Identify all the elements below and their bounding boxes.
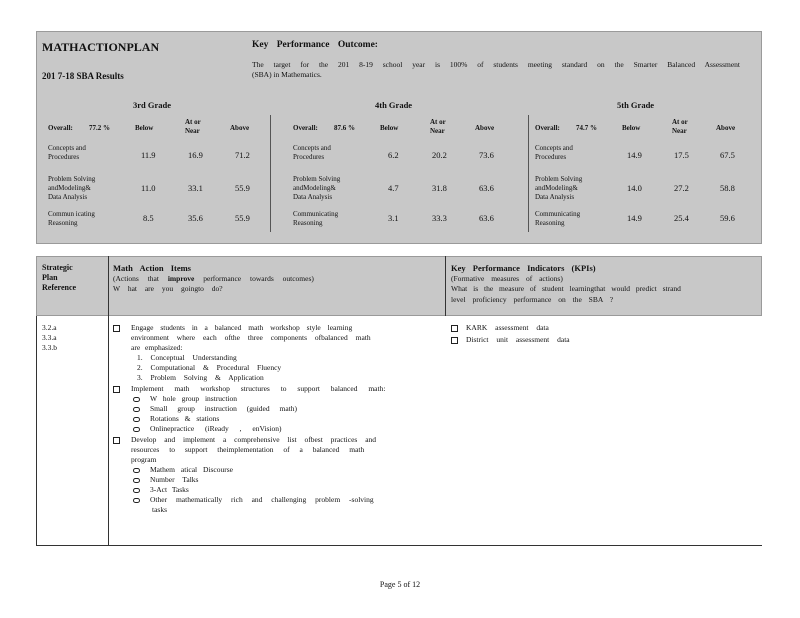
col-at-near: At or	[430, 118, 446, 126]
value-at: 33.3	[432, 213, 447, 223]
row-label: Concepts and	[48, 144, 86, 152]
column-divider	[108, 256, 109, 546]
numbered-item: 3. Problem Solving & Application	[137, 373, 264, 382]
plan-reference: 3.2.a	[42, 323, 57, 332]
sub-item-continued: tasks	[152, 505, 167, 514]
value-above: 73.6	[479, 150, 494, 160]
numbered-item: 2. Computational & Procedural Fluency	[137, 363, 282, 372]
value-above: 58.8	[720, 183, 735, 193]
col-kpi-question: What is the measure of student learningthat would predict strand	[451, 284, 681, 293]
circle-bullet-icon	[133, 498, 140, 503]
row-label: Problem Solving	[48, 175, 96, 183]
plan-reference: 3.3.b	[42, 343, 57, 352]
col-kpi-question: level proficiency performance on the SBA ?	[451, 295, 614, 304]
col-strategic-plan: Strategic	[42, 263, 73, 272]
col-action-items-question: W hat are you goingto do?	[113, 284, 223, 293]
sub-item: Rotations & stations	[133, 414, 219, 423]
action-item	[113, 435, 128, 444]
action-text: program	[131, 455, 157, 464]
sub-item: Onlinepractice (iReady , enVision)	[133, 424, 282, 433]
value-at: 27.2	[674, 183, 689, 193]
col-at-near: Near	[185, 127, 200, 135]
square-bullet-icon	[113, 325, 120, 332]
value-above: 59.6	[720, 213, 735, 223]
circle-bullet-icon	[133, 407, 140, 412]
value-above: 71.2	[235, 150, 250, 160]
grade-title: 3rd Grade	[133, 100, 172, 110]
circle-bullet-icon	[133, 427, 140, 432]
overall-value: 77.2 %	[89, 124, 110, 132]
value-at: 16.9	[188, 150, 203, 160]
subtitle-post: performance towards outcomes)	[203, 274, 314, 283]
value-below: 6.2	[388, 150, 399, 160]
col-action-items-title: Math Action Items	[113, 263, 191, 273]
col-below: Below	[380, 124, 399, 132]
col-kpi-title: Key Performance Indicators (KPIs)	[451, 263, 596, 273]
sub-item: Small group instruction (guided math)	[133, 404, 297, 413]
page-number: Page 5 of 12	[379, 580, 421, 589]
numbered-item: 1. Conceptual Understanding	[137, 353, 237, 362]
col-strategic-plan: Reference	[42, 283, 77, 292]
square-bullet-icon	[451, 337, 458, 344]
sub-item: Other mathematically rich and challenging problem -solving	[133, 495, 374, 504]
overall-value: 74.7 %	[576, 124, 597, 132]
value-below: 3.1	[388, 213, 399, 223]
action-text: Implement math workshop structures to support balanced math:	[131, 384, 386, 393]
row-label: Concepts and	[535, 144, 573, 152]
col-at-near: At or	[185, 118, 201, 126]
row-label: andModeling&	[293, 184, 336, 192]
row-label: Reasoning	[293, 219, 323, 227]
row-label: Communicating	[293, 210, 339, 218]
row-label: Procedures	[48, 153, 80, 161]
row-label: Data Analysis	[535, 193, 575, 201]
value-below: 14.9	[627, 150, 642, 160]
row-label: andModeling&	[48, 184, 91, 192]
sub-item: Mathem atical Discourse	[133, 465, 233, 474]
kpi-item: KARK assessment data	[451, 323, 549, 332]
value-above: 63.6	[479, 213, 494, 223]
action-item	[113, 323, 128, 332]
overall-label: Overall:	[535, 124, 560, 132]
action-text: Engage students in a balanced math workshop style learning	[131, 323, 353, 332]
target-text-1: The target for the 201 8-19 school year is 100% of students meeting standard on the Smarter Balanced Assessment	[252, 60, 740, 69]
value-below: 11.0	[141, 183, 156, 193]
circle-bullet-icon	[133, 397, 140, 402]
circle-bullet-icon	[133, 417, 140, 422]
overall-label: Overall:	[293, 124, 318, 132]
row-label: Concepts and	[293, 144, 331, 152]
circle-bullet-icon	[133, 468, 140, 473]
kpo-label: Key Performance Outcome:	[252, 40, 378, 50]
row-label: Procedures	[293, 153, 325, 161]
subtitle-pre: (Actions that	[113, 274, 159, 283]
action-item	[113, 384, 128, 393]
value-below: 14.0	[627, 183, 642, 193]
col-above: Above	[230, 124, 250, 132]
row-label: Problem Solving	[535, 175, 583, 183]
row-label: andModeling&	[535, 184, 578, 192]
value-above: 55.9	[235, 183, 250, 193]
value-below: 4.7	[388, 183, 399, 193]
grade-divider	[528, 115, 529, 232]
row-label: Commun icating	[48, 210, 95, 218]
grade-divider	[270, 115, 271, 232]
row-label: Data Analysis	[293, 193, 333, 201]
value-below: 8.5	[143, 213, 154, 223]
col-above: Above	[716, 124, 736, 132]
col-at-near: Near	[672, 127, 687, 135]
action-text: are emphasized:	[131, 343, 183, 352]
row-label: Communicating	[535, 210, 581, 218]
action-text: resources to support theimplementation of a balanced math	[131, 445, 365, 454]
value-at: 33.1	[188, 183, 203, 193]
row-label: Reasoning	[48, 219, 78, 227]
square-bullet-icon	[113, 386, 120, 393]
value-at: 31.8	[432, 183, 447, 193]
plan-title: MATHACTIONPLAN	[42, 40, 160, 54]
kpi-item: District unit assessment data	[451, 335, 570, 344]
overall-value: 87.6 %	[334, 124, 355, 132]
row-label: Problem Solving	[293, 175, 341, 183]
col-at-near: At or	[672, 118, 688, 126]
col-at-near: Near	[430, 127, 445, 135]
square-bullet-icon	[113, 437, 120, 444]
value-at: 35.6	[188, 213, 203, 223]
col-above: Above	[475, 124, 495, 132]
action-text: environment where each ofthe three components ofbalanced math	[131, 333, 371, 342]
sub-item: W hole group instruction	[133, 394, 237, 403]
value-above: 63.6	[479, 183, 494, 193]
value-at: 17.5	[674, 150, 689, 160]
value-at: 20.2	[432, 150, 447, 160]
action-text: Develop and implement a comprehensive list ofbest practices and	[131, 435, 377, 444]
col-below: Below	[135, 124, 154, 132]
value-above: 55.9	[235, 213, 250, 223]
circle-bullet-icon	[133, 478, 140, 483]
row-label: Procedures	[535, 153, 567, 161]
col-kpi-subtitle: (Formative measures of actions)	[451, 274, 563, 283]
col-below: Below	[622, 124, 641, 132]
sub-item: 3-Act Tasks	[133, 485, 189, 494]
value-below: 11.9	[141, 150, 156, 160]
row-label: Data Analysis	[48, 193, 88, 201]
square-bullet-icon	[451, 325, 458, 332]
grade-title: 4th Grade	[375, 100, 413, 110]
row-label: Reasoning	[535, 219, 565, 227]
sub-item: Number Talks	[133, 475, 198, 484]
plan-reference: 3.3.a	[42, 333, 57, 342]
value-above: 67.5	[720, 150, 735, 160]
overall-label: Overall:	[48, 124, 73, 132]
col-strategic-plan: Plan	[42, 273, 58, 282]
sba-results-heading: 201 7-18 SBA Results	[42, 71, 124, 81]
col-action-items-subtitle	[113, 274, 314, 283]
target-text-2: (SBA) in Mathematics.	[252, 70, 322, 79]
value-below: 14.9	[627, 213, 642, 223]
subtitle-bold: improve	[167, 274, 195, 283]
column-divider	[445, 256, 446, 316]
circle-bullet-icon	[133, 488, 140, 493]
value-at: 25.4	[674, 213, 689, 223]
grade-title: 5th Grade	[617, 100, 655, 110]
